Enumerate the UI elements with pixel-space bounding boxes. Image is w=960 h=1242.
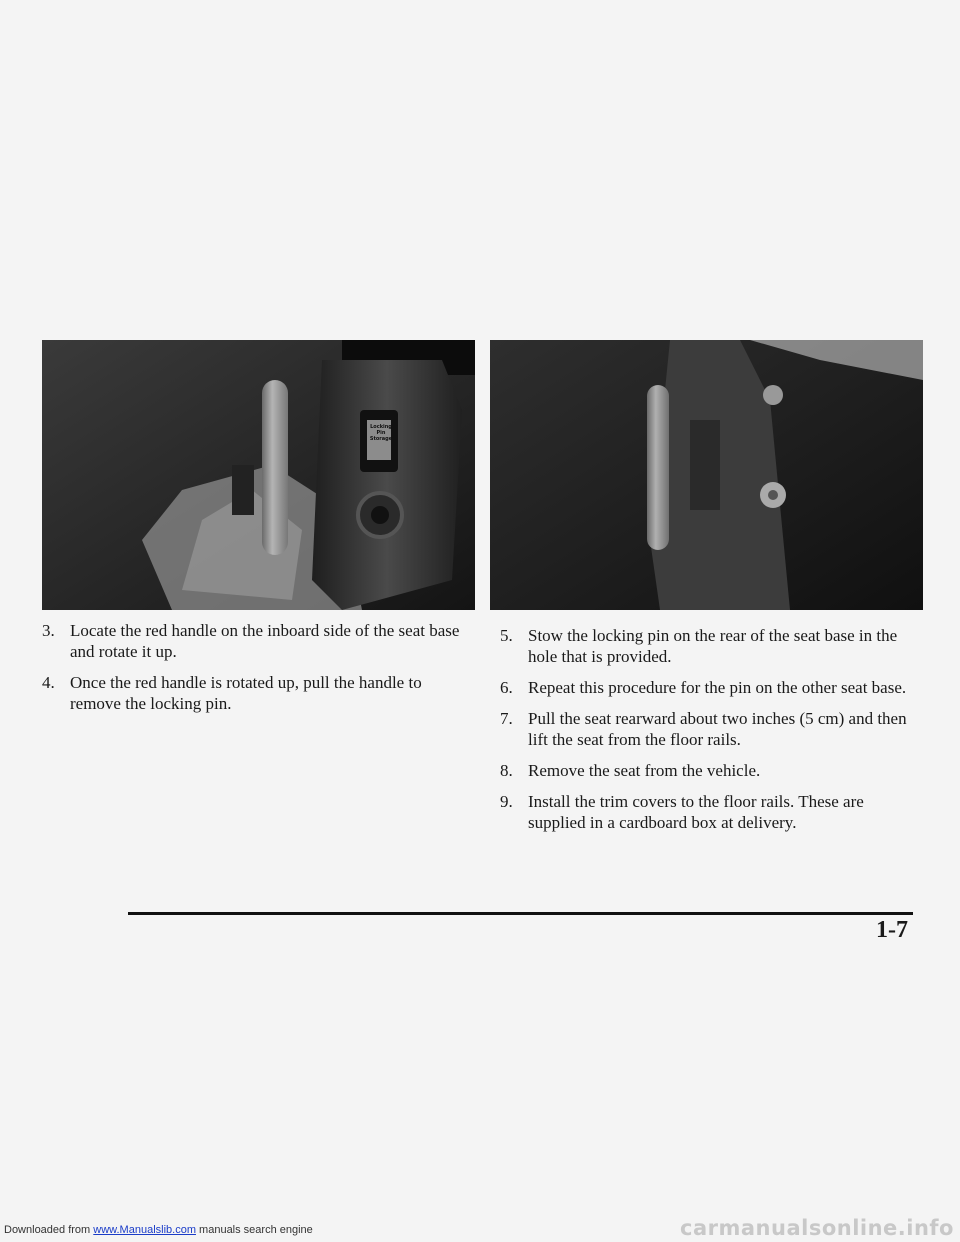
step-number: 7.	[500, 709, 513, 728]
step-text: Stow the locking pin on the rear of the seat base in the hole that is provided.	[528, 626, 898, 666]
download-source-note	[4, 1224, 313, 1236]
page-number: 1-7	[876, 917, 908, 943]
step-number: 4.	[42, 673, 55, 692]
locking-pin-storage-sticker: Locking Pin Storage	[369, 424, 393, 442]
step-7	[500, 708, 920, 750]
step-3	[42, 620, 462, 662]
seat-base-photo-left	[42, 340, 475, 610]
seat-base-photo-right	[490, 340, 923, 610]
footer-rule	[128, 912, 913, 915]
step-number: 3.	[42, 621, 55, 640]
instruction-steps-right	[500, 625, 920, 843]
step-9	[500, 791, 920, 833]
tagline: manuals search engine	[199, 1224, 313, 1236]
step-6	[500, 677, 920, 698]
step-text: Locate the red handle on the inboard side of the seat base and rotate it up.	[70, 621, 460, 661]
downloaded-from-label: Downloaded from	[4, 1224, 91, 1236]
instruction-steps-left	[42, 620, 462, 724]
step-text: Install the trim covers to the floor rails. These are supplied in a cardboard box at delivery.	[528, 792, 864, 832]
step-text: Remove the seat from the vehicle.	[528, 761, 761, 780]
step-number: 8.	[500, 761, 513, 780]
step-number: 6.	[500, 678, 513, 697]
step-4	[42, 672, 462, 714]
step-text: Pull the seat rearward about two inches (5 cm) and then lift the seat from the floor rails.	[528, 709, 907, 749]
step-text: Once the red handle is rotated up, pull the handle to remove the locking pin.	[70, 673, 422, 713]
watermark: carmanualsonline.info	[680, 1216, 954, 1240]
step-text: Repeat this procedure for the pin on the other seat base.	[528, 678, 907, 697]
manualslib-link[interactable]: www.Manualslib.com	[93, 1224, 196, 1236]
step-number: 9.	[500, 792, 513, 811]
step-number: 5.	[500, 626, 513, 645]
step-8	[500, 760, 920, 781]
step-5	[500, 625, 920, 667]
